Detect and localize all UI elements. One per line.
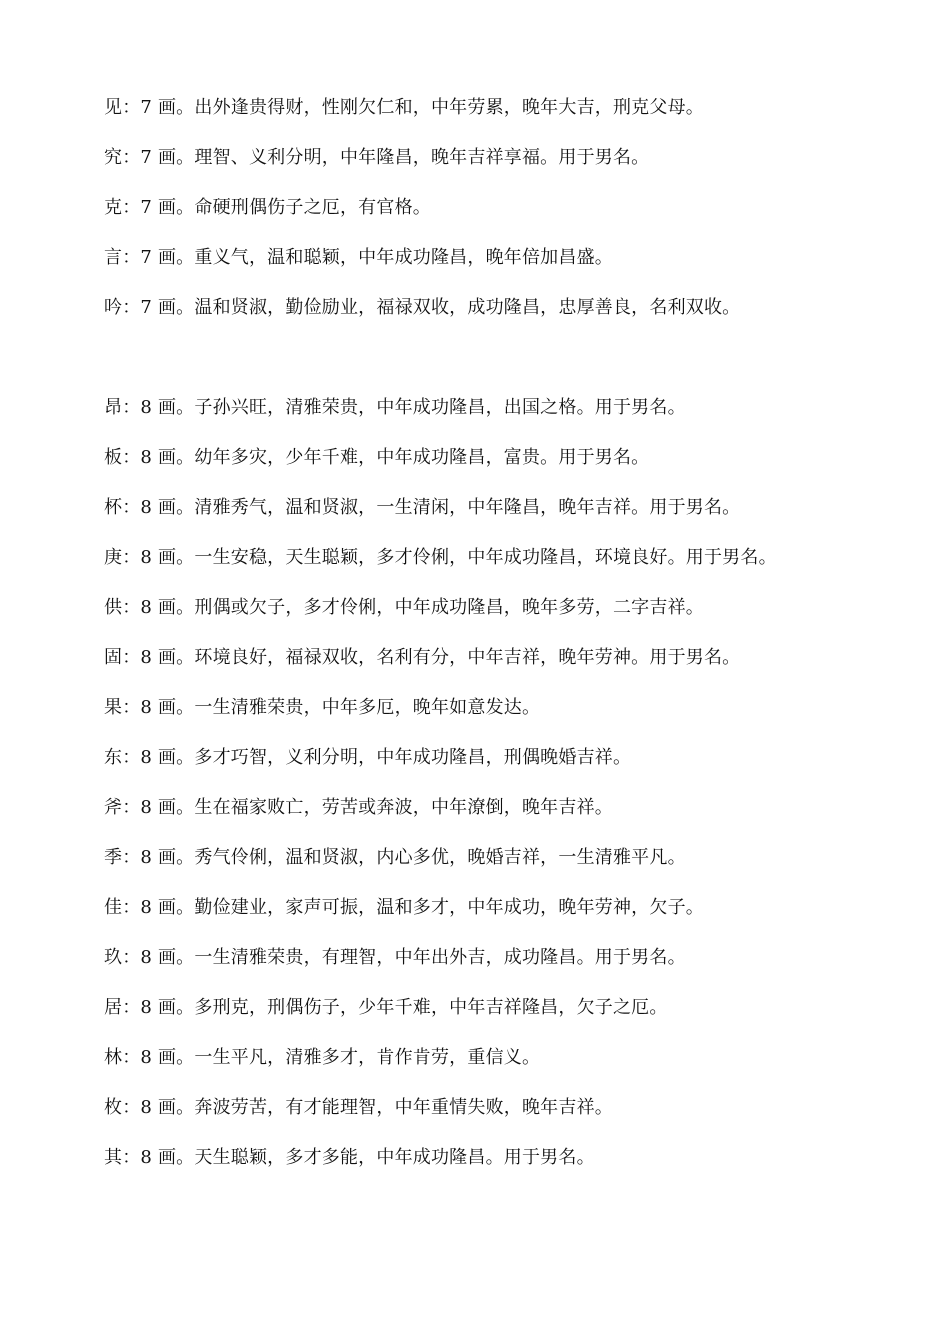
- entry-line: 佳：8 画。勤俭建业，家声可振，温和多才，中年成功，晚年劳神，欠子。: [104, 897, 704, 918]
- stroke-8-section: [104, 391, 904, 1191]
- entry-line: 克：7 画。命硬刑偶伤子之厄，有官格。: [104, 197, 431, 218]
- entry-line: 庚：8 画。一生安稳，天生聪颖，多才伶俐，中年成功隆昌，环境良好。用于男名。: [104, 547, 777, 568]
- entry-line: 居：8 画。多刑克，刑偶伤子，少年千难，中年吉祥隆昌，欠子之厄。: [104, 997, 668, 1018]
- entry-line: 究：7 画。理智、义利分明，中年隆昌，晚年吉祥享福。用于男名。: [104, 147, 650, 168]
- entry-line: 东：8 画。多才巧智，义利分明，中年成功隆昌，刑偶晚婚吉祥。: [104, 747, 632, 768]
- entry-line: 林：8 画。一生平凡，清雅多才，肯作肯劳，重信义。: [104, 1047, 541, 1068]
- entry-line: 季：8 画。秀气伶俐，温和贤淑，内心多优，晚婚吉祥，一生清雅平凡。: [104, 847, 686, 868]
- entry-line: 斧：8 画。生在福家败亡，劳苦或奔波，中年潦倒，晚年吉祥。: [104, 797, 613, 818]
- entry-line: 吟：7 画。温和贤淑，勤俭励业，福禄双收，成功隆昌，忠厚善良，名利双收。: [104, 297, 741, 318]
- entry-line: 玖：8 画。一生清雅荣贵，有理智，中年出外吉，成功隆昌。用于男名。: [104, 947, 686, 968]
- entry-line: 杯：8 画。清雅秀气，温和贤淑，一生清闲，中年隆昌，晚年吉祥。用于男名。: [104, 497, 741, 518]
- entry-line: 见：7 画。出外逢贵得财，性刚欠仁和，中年劳累，晚年大吉，刑克父母。: [104, 97, 704, 118]
- entry-line: 供：8 画。刑偶或欠子，多才伶俐，中年成功隆昌，晚年多劳，二字吉祥。: [104, 597, 704, 618]
- entry-line: 固：8 画。环境良好，福禄双收，名利有分，中年吉祥，晚年劳神。用于男名。: [104, 647, 741, 668]
- entry-line: 昂：8 画。子孙兴旺，清雅荣贵，中年成功隆昌，出国之格。用于男名。: [104, 397, 686, 418]
- entry-line: 言：7 画。重义气，温和聪颖，中年成功隆昌，晚年倍加昌盛。: [104, 247, 613, 268]
- entry-line: 果：8 画。一生清雅荣贵，中年多厄，晚年如意发达。: [104, 697, 541, 718]
- entry-line: 其：8 画。天生聪颖，多才多能，中年成功隆昌。用于男名。: [104, 1147, 595, 1168]
- entry-line: 板：8 画。幼年多灾，少年千难，中年成功隆昌，富贵。用于男名。: [104, 447, 650, 468]
- stroke-7-section: [104, 91, 904, 341]
- entry-line: 枚：8 画。奔波劳苦，有才能理智，中年重情失败，晚年吉祥。: [104, 1097, 613, 1118]
